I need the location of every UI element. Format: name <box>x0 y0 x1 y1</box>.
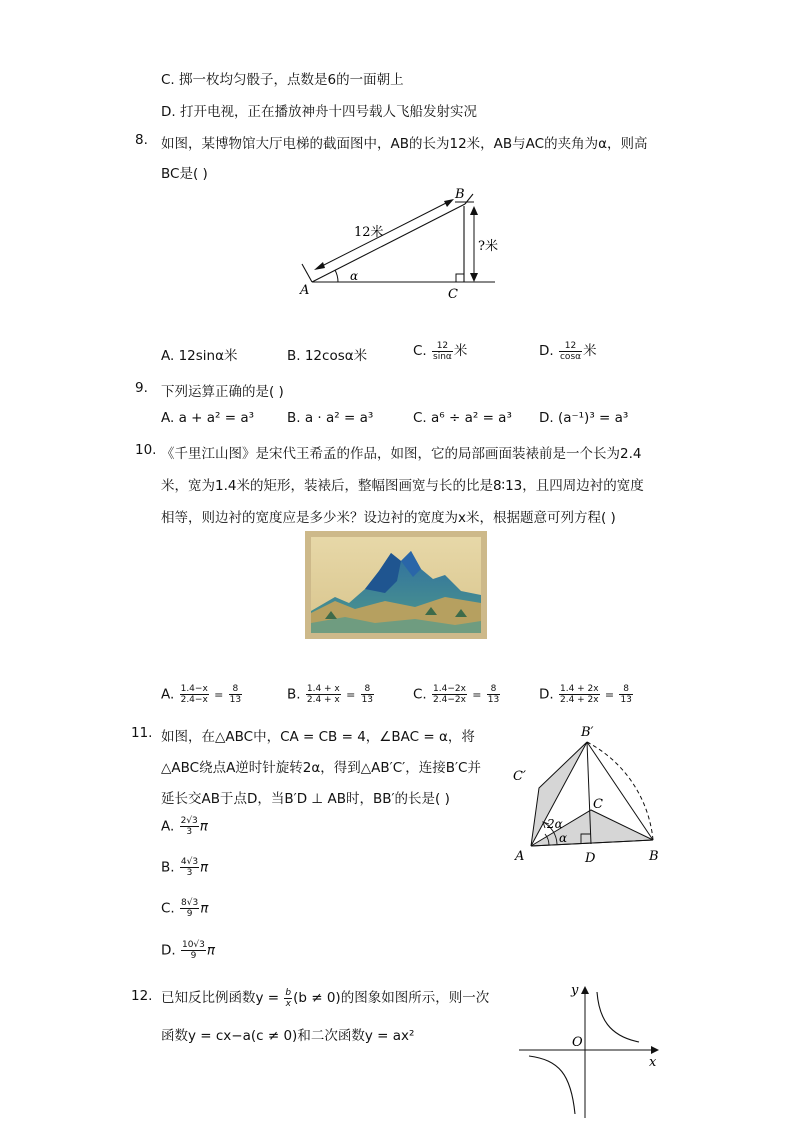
fraction <box>432 341 453 362</box>
label-alpha: α <box>559 831 568 845</box>
question-number: 11. <box>131 725 153 741</box>
denominator: 9 <box>186 909 193 919</box>
question-stem-line: 如图，某博物馆大厅电梯的截面图中，AB的长为12米，AB与AC的夹角为α，则高 <box>161 136 648 152</box>
equals-sign: = <box>472 688 482 702</box>
fraction <box>619 684 632 705</box>
numerator: 10√3 <box>181 940 205 950</box>
fraction <box>559 684 600 705</box>
question-stem-line: 函数y = cx−a(c ≠ 0)和二次函数y = ax² <box>161 1028 415 1044</box>
question-number: 12. <box>131 988 153 1004</box>
question-stem-line <box>161 986 489 1009</box>
label-origin: O <box>572 1035 583 1050</box>
fraction <box>284 988 292 1009</box>
hyperbola-figure <box>515 978 665 1123</box>
fraction <box>487 684 500 705</box>
denominator: 9 <box>190 951 197 961</box>
pi-symbol: π <box>206 942 216 959</box>
question-stem-line: 米，宽为1.4米的矩形，装裱后，整幅图画宽与长的比是8∶13，且四周边衬的宽度 <box>161 478 644 494</box>
q9-option-a: A. a + a² = a³ <box>161 410 255 426</box>
label-x: x <box>649 1055 657 1070</box>
question-stem-line: △ABC绕点A逆时针旋转2α，得到△AB′C′，连接B′C并 <box>161 760 481 776</box>
question-stem-line: 如图，在△ABC中，CA = CB = 4，∠BAC = α，将 <box>161 729 475 745</box>
q10-option-d <box>539 684 634 705</box>
denominator: 13 <box>620 695 632 705</box>
painting-image <box>305 531 487 639</box>
numerator: 1.4 + 2x <box>559 684 599 694</box>
question-number: 10. <box>135 442 157 458</box>
question-stem-line: 延长交AB于点D，当B′D ⊥ AB时，BB′的长是( ) <box>161 791 450 807</box>
pi-symbol: π <box>199 818 208 835</box>
q8-option-a: A. 12sinα米 <box>161 348 238 364</box>
denominator: 3 <box>186 827 193 837</box>
question-number: 9. <box>135 380 148 396</box>
option-prefix: D. <box>161 942 176 959</box>
rotation-figure <box>505 718 675 868</box>
option-prefix: C. <box>413 686 427 703</box>
equals-sign: = <box>604 688 615 702</box>
q8-option-d <box>539 339 597 362</box>
numerator: 1.4−2x <box>433 684 466 694</box>
numerator: 12 <box>432 341 453 352</box>
numerator: 1.4−x <box>180 684 208 694</box>
q7-option-c: C. 掷一枚均匀骰子，点数是6的一面朝上 <box>161 72 404 88</box>
fraction <box>306 684 341 705</box>
label-a: A <box>300 283 310 298</box>
label-two-alpha: 2α <box>547 817 563 831</box>
label-c-prime: C′ <box>513 769 526 784</box>
q7-option-d: D. 打开电视，正在播放神舟十四号载人飞船发射实况 <box>161 104 477 120</box>
denominator: 2.4−x <box>180 695 208 705</box>
numerator: b <box>285 987 292 998</box>
fraction <box>180 857 199 878</box>
option-prefix: A. <box>161 818 175 835</box>
denominator: 13 <box>229 695 242 705</box>
numerator: 4√3 <box>180 857 199 867</box>
option-prefix: C. <box>161 900 175 917</box>
question-stem-line: 下列运算正确的是( ) <box>161 384 284 400</box>
q10-option-c <box>413 684 501 705</box>
option-prefix: C. <box>413 343 427 359</box>
numerator: 2√3 <box>180 816 198 826</box>
option-prefix: B. <box>287 686 301 703</box>
label-y: y <box>571 983 579 998</box>
question-stem-line: BC是( ) <box>161 166 208 182</box>
label-b: B <box>649 849 659 864</box>
label-d: D <box>585 851 596 866</box>
label-b: B <box>455 187 465 202</box>
q9-option-b: B. a · a² = a³ <box>287 410 374 426</box>
option-prefix: D. <box>539 343 554 359</box>
label-c: C <box>448 287 458 302</box>
label-c: C <box>593 797 603 812</box>
fraction <box>361 684 374 705</box>
fraction <box>180 684 209 705</box>
fraction <box>432 684 467 705</box>
question-stem-line: 《千里江山图》是宋代王希孟的作品，如图，它的局部画面装裱前是一个长为2.4 <box>161 446 642 462</box>
denominator: 2.4 + x <box>306 695 340 705</box>
option-prefix: D. <box>539 686 554 703</box>
numerator: 8 <box>487 684 500 695</box>
escalator-figure <box>290 182 510 302</box>
q9-option-d: D. (a⁻¹)³ = a³ <box>539 410 629 426</box>
label-bc-length: ?米 <box>478 239 498 254</box>
fraction <box>559 341 582 362</box>
equals-sign: = <box>346 688 356 702</box>
equals-sign: = <box>214 688 224 702</box>
label-ab-length: 12米 <box>354 225 384 240</box>
numerator: 8 <box>361 684 374 695</box>
denominator: 3 <box>186 868 193 878</box>
q9-option-c: C. a⁶ ÷ a² = a³ <box>413 410 512 426</box>
fraction <box>181 940 206 961</box>
q10-option-a <box>161 684 243 705</box>
q11-option-a <box>161 816 208 837</box>
fraction <box>180 816 199 837</box>
denominator: cosα <box>559 351 582 362</box>
q8-option-c <box>413 339 467 362</box>
q11-option-c <box>161 898 208 919</box>
q10-option-b <box>287 684 375 705</box>
numerator: 8√3 <box>181 898 199 908</box>
denominator: sinα <box>433 351 452 362</box>
question-number: 8. <box>135 132 148 148</box>
denominator: 13 <box>361 695 374 705</box>
label-a: A <box>515 849 525 864</box>
unit: 米 <box>583 343 597 359</box>
option-prefix: A. <box>161 686 175 703</box>
fraction <box>180 898 199 919</box>
denominator: 2.4 + 2x <box>559 695 599 705</box>
label-b-prime: B′ <box>581 725 594 740</box>
denominator: 13 <box>487 695 500 705</box>
pi-symbol: π <box>200 900 209 917</box>
q11-option-d <box>161 940 215 961</box>
q8-option-b: B. 12cosα米 <box>287 348 368 364</box>
option-prefix: B. <box>161 859 175 876</box>
q11-option-b <box>161 857 208 878</box>
fraction <box>229 684 242 705</box>
stem-part: 已知反比例函数y = <box>161 990 280 1006</box>
stem-part: (b ≠ 0)的图象如图所示，则一次 <box>293 990 490 1006</box>
pi-symbol: π <box>200 859 209 876</box>
label-alpha: α <box>350 269 359 283</box>
unit: 米 <box>453 343 468 359</box>
denominator: 2.4−2x <box>433 695 466 705</box>
denominator: x <box>285 998 291 1009</box>
question-stem-line: 相等，则边衬的宽度应是多少米？设边衬的宽度为x米，根据题意可列方程( ) <box>161 510 616 526</box>
numerator: 1.4 + x <box>306 684 340 694</box>
numerator: 8 <box>619 684 632 695</box>
numerator: 12 <box>559 341 582 352</box>
numerator: 8 <box>229 684 242 695</box>
